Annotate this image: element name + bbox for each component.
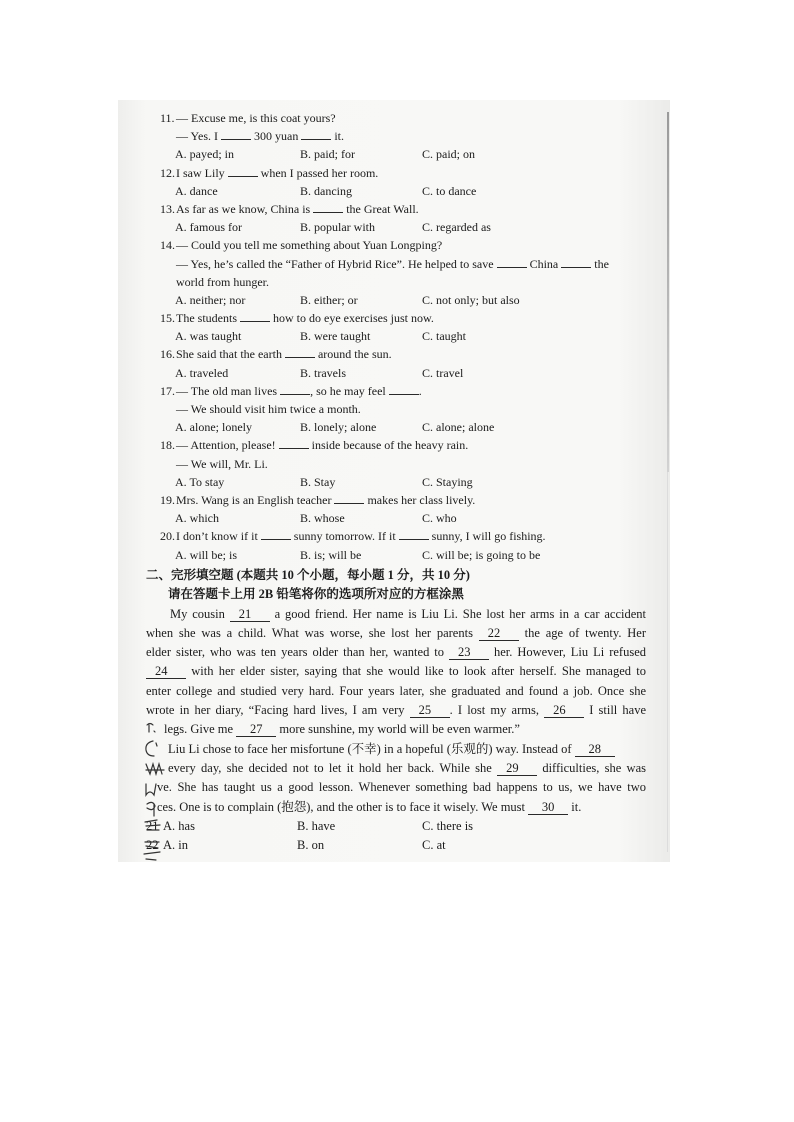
passage-text: her. However, Liu Li refused [489,645,646,660]
option-a: A. in [163,838,188,853]
passage-text: difficulties, she was [537,760,646,775]
stem-text: sunny, I will go fishing. [428,529,546,544]
passage-line [146,720,646,739]
question-number: 18. [160,438,175,453]
question-stem-line [160,455,609,473]
stem-text: inside because of the heavy rain. [308,438,469,453]
option-a: A. was taught [175,329,242,344]
question-stem-line [160,491,609,509]
options-row [160,327,609,345]
cloze-blank-27: 27 [236,723,276,737]
stem-text: — We should visit him twice a month. [176,402,361,416]
scan-edge-shadow-faint [667,472,668,852]
options-row [160,218,609,236]
passage-line [146,798,646,817]
stem-text: — Excuse me, is this coat yours? [176,111,336,125]
passage-line [146,740,646,759]
cloze-blank-23: 23 [449,646,489,660]
options-row [160,546,609,564]
cloze-blank-30: 30 [528,801,568,815]
answer-blank [228,165,258,177]
passage-text: ve. She has taught us a good lesson. Whenever something bad happens to us, we have two [157,780,646,795]
question-11 [160,109,609,164]
answer-blank [301,128,331,140]
option-c: C. who [422,511,457,526]
passage-text: wrote in her diary, “Facing hard lives, I am very [146,703,410,718]
option-c: C. paid; on [422,147,475,162]
scan-edge-shadow [667,112,669,472]
question-stem-line [160,436,609,454]
stem-text: 300 yuan [251,129,302,144]
passage-line [146,778,646,797]
passage-text: enter college and studied very hard. Four years later, she graduated and found a job. Once she [146,683,646,698]
stem-text: , so he may feel [310,383,389,398]
options-row [160,291,609,309]
option-a: A. payed; in [175,147,234,162]
option-b: B. dancing [300,183,352,198]
option-a: A. dance [175,183,218,198]
answer-blank [334,492,364,504]
question-17 [160,382,609,437]
stem-text: I saw Lily [176,165,228,180]
passage-text: the age of twenty. Her [518,625,647,640]
passage-line [146,682,646,701]
option-b: B. either; or [300,292,358,307]
passage-text: a good friend. Her name is Liu Li. She lost her arms in a car accident [269,606,647,621]
stem-text: world from hunger. [176,274,269,289]
question-stem-line [160,164,609,182]
question-16 [160,345,609,381]
question-number: 11. [160,111,175,125]
options-row [160,418,609,436]
stem-text: — Could you tell me something about Yuan Longping? [176,238,443,253]
option-c: C. there is [422,818,474,833]
passage-text: ces. One is to complain (抱怨), and the other is to face it wisely. We must [157,799,529,814]
passage-line [146,759,646,778]
option-a: A. will be; is [175,547,237,562]
stem-text: . [418,383,422,398]
option-c: C. not only; but also [422,292,520,307]
answer-blank [497,256,527,268]
options-row [160,473,609,491]
stem-text: — We will, Mr. Li. [176,456,268,471]
passage-text: Liu Li chose to face her misfortune (不幸) in a hopeful (乐观的) way. Instead of [168,741,575,756]
answer-blank [313,201,343,213]
question-stem-line [160,255,609,273]
option-c: C. regarded as [422,220,491,235]
stem-text: The students [176,311,240,326]
cloze-blank-28: 28 [575,743,615,757]
question-number: 16. [160,347,175,362]
question-stem-line [160,127,609,145]
option-a: A. To stay [175,474,225,489]
passage-text: . I lost my arms, [449,703,545,718]
option-b: B. travels [300,365,346,380]
options-row [160,145,609,163]
question-number: 20. [160,529,175,544]
option-c: C. will be; is going to be [422,547,541,562]
stem-text: makes her class lively. [364,492,476,507]
question-stem-line [160,527,609,545]
option-c: C. travel [422,365,464,380]
stem-text: the [591,256,609,271]
cloze-blank-26: 26 [544,704,584,718]
option-c: C. to dance [422,183,477,198]
option-a: A. has [163,818,195,833]
passage-text: when she was a child. What was worse, she lost her parents [146,625,479,640]
question-12 [160,164,609,200]
handwritten-scribble-marks [140,712,170,867]
answer-blank [221,128,251,140]
option-c: C. alone; alone [422,420,495,435]
options-row [160,182,609,200]
question-stem-line [160,345,609,363]
option-a: A. neither; nor [175,292,246,307]
question-19 [160,491,609,527]
cloze-section [146,566,646,855]
cloze-option-number: 22 [146,838,159,853]
option-a: A. traveled [175,365,229,380]
cloze-question-22 [146,836,646,855]
passage-line [146,624,646,643]
cloze-blank-24: 24 [146,665,186,679]
multiple-choice-questions [160,109,609,564]
stem-text: — Yes. I [176,129,222,144]
passage-line [146,662,646,681]
question-number: 19. [160,492,175,507]
question-15 [160,309,609,345]
section-instruction: 请在答题卡上用 2B 铅笔将你的选项所对应的方框涂黑 [168,587,464,602]
answer-blank [280,383,310,395]
option-c: C. taught [422,329,466,344]
passage-text: every day, she decided not to let it hold her back. While she [168,760,498,775]
option-b: B. Stay [300,474,336,489]
cloze-blank-29: 29 [497,762,537,776]
question-number: 17. [160,383,175,398]
question-stem-line [160,400,609,418]
question-20 [160,527,609,563]
options-row [160,509,609,527]
question-stem-line [160,236,609,254]
answer-blank [389,383,419,395]
option-b: B. have [297,818,336,833]
question-stem-line [160,109,609,127]
question-number: 12. [160,165,175,180]
stem-text: I don’t know if it [176,529,261,544]
passage-text: elder sister, who was ten years older than her, wanted to [146,645,449,660]
option-b: B. lonely; alone [300,420,377,435]
stem-text: China [526,256,562,271]
question-14 [160,236,609,309]
stem-text: — Attention, please! [176,438,279,453]
cloze-blank-25: 25 [410,704,450,718]
question-stem-line [160,200,609,218]
cloze-options [146,817,646,856]
stem-text: As far as we know, China is [176,201,314,216]
stem-text: — Yes, he’s called the “Father of Hybrid Rice”. He helped to save [176,256,497,271]
option-c: C. Staying [422,474,473,489]
answer-blank [285,346,315,358]
passage-line [146,643,646,662]
stem-text: the Great Wall. [343,201,419,216]
cloze-blank-22: 22 [479,627,519,641]
question-stem-line [160,273,609,291]
passage-text: more sunshine, my world will be even warmer.” [276,722,520,737]
option-b: B. paid; for [300,147,355,162]
question-18 [160,436,609,491]
passage-line [146,605,646,624]
stem-text: it. [331,129,345,144]
answer-blank [279,437,309,449]
option-b: B. is; will be [300,547,362,562]
option-a: A. famous for [175,220,242,235]
passage-text: legs. Give me [164,722,237,737]
question-stem-line [160,382,609,400]
stem-text: when I passed her room. [257,165,379,180]
section-heading: 二、完形填空题 (本题共 10 个小题，每小题 1 分，共 10 分) [146,568,470,582]
stem-text: around the sun. [314,347,392,362]
cloze-option-number: 21 [146,818,159,833]
option-a: A. which [175,511,219,526]
answer-blank [240,310,270,322]
cloze-blank-21: 21 [230,608,270,622]
passage-text: with her elder sister, saying that she would like to look after herself. She managed to [186,664,646,679]
option-b: B. were taught [300,329,371,344]
passage-text: My cousin [170,606,230,621]
stem-text: She said that the earth [176,347,285,362]
stem-text: Mrs. Wang is an English teacher [176,492,335,507]
option-b: B. on [297,838,325,853]
option-c: C. at [422,838,446,853]
option-b: B. whose [300,511,345,526]
answer-blank [561,256,591,268]
passage-line [146,701,646,720]
question-13 [160,200,609,236]
passage-text: it. [568,799,582,814]
cloze-question-21 [146,817,646,836]
cloze-passage [146,605,646,817]
answer-blank [261,528,291,540]
options-row [160,364,609,382]
passage-text: I still have [584,703,646,718]
stem-text: sunny tomorrow. If it [290,529,399,544]
question-number: 13. [160,201,175,216]
stem-text: — The old man lives [176,383,281,398]
question-number: 15. [160,311,175,326]
stem-text: how to do eye exercises just now. [270,311,434,326]
question-number: 14. [160,238,175,253]
question-stem-line [160,309,609,327]
option-a: A. alone; lonely [175,420,252,435]
option-b: B. popular with [300,220,375,235]
answer-blank [399,528,429,540]
